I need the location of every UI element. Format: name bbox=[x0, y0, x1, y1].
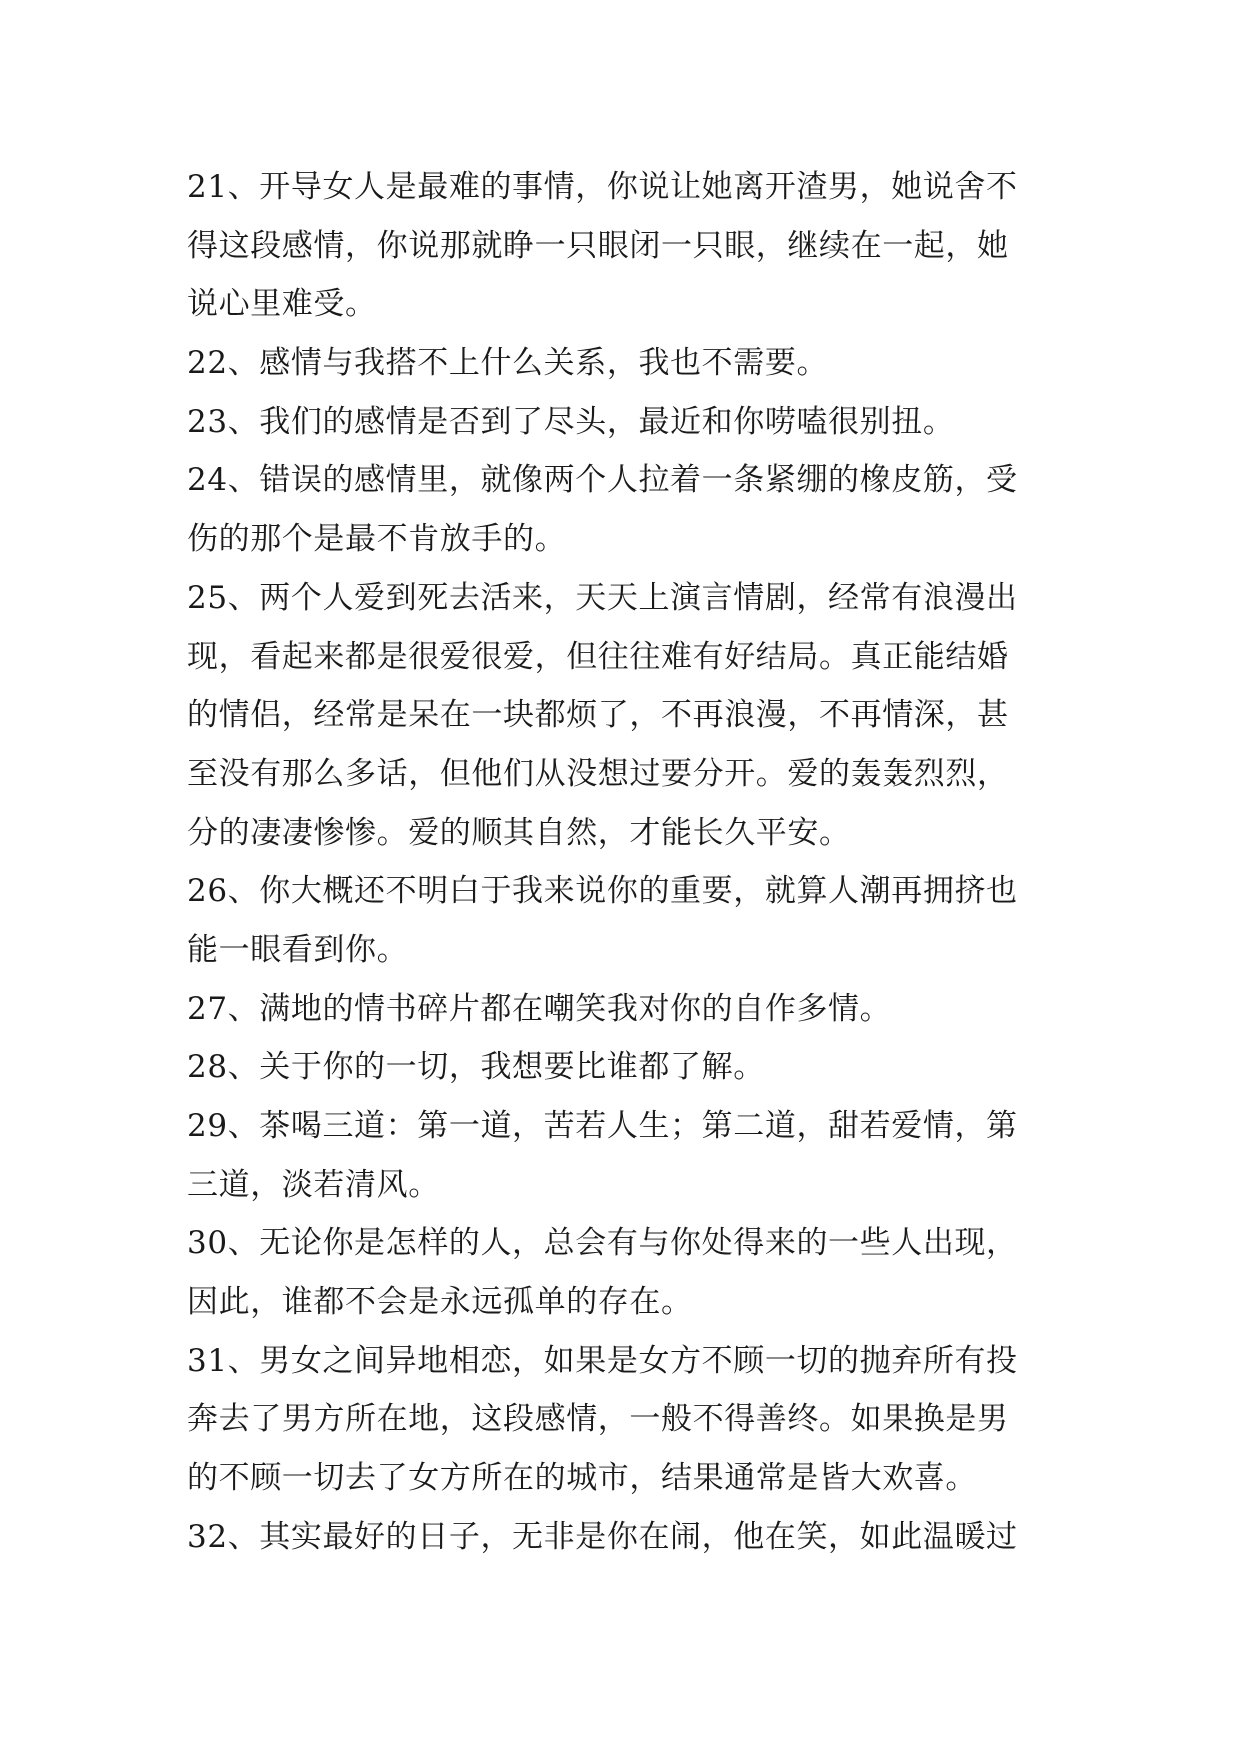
text-line: 的不顾一切去了女方所在的城市，结果通常是皆大欢喜。 bbox=[187, 1460, 977, 1497]
text-line: 得这段感情，你说那就睁一只眼闭一只眼，继续在一起，她 bbox=[187, 227, 1009, 264]
text-line: 22、感情与我搭不上什么关系，我也不需要。 bbox=[187, 345, 829, 382]
text-line: 现，看起来都是很爱很爱，但往往难有好结局。真正能结婚 bbox=[187, 638, 1009, 675]
text-line: 28、关于你的一切，我想要比谁都了解。 bbox=[187, 1049, 765, 1086]
text-line: 能一眼看到你。 bbox=[187, 931, 409, 968]
text-line: 分的凄凄惨惨。爱的顺其自然，才能长久平安。 bbox=[187, 814, 851, 851]
text-line: 至没有那么多话，但他们从没想过要分开。爱的轰轰烈烈， bbox=[187, 755, 1009, 792]
text-line: 因此，谁都不会是永远孤单的存在。 bbox=[187, 1284, 693, 1321]
text-line: 21、开导女人是最难的事情，你说让她离开渣男，她说舍不 bbox=[187, 169, 1018, 205]
text-line: 32、其实最好的日子，无非是你在闹，他在笑，如此温暖过 bbox=[187, 1518, 1018, 1555]
text-line: 说心里难受。 bbox=[187, 286, 377, 323]
text-line: 29、茶喝三道：第一道，苦若人生；第二道，甜若爱情，第 bbox=[187, 1108, 1018, 1144]
text-line: 奔去了男方所在地，这段感情，一般不得善终。如果换是男 bbox=[187, 1401, 1009, 1438]
text-line: 23、我们的感情是否到了尽头，最近和你唠嗑很别扭。 bbox=[187, 403, 955, 440]
text-line: 30、无论你是怎样的人，总会有与你处得来的一些人出现， bbox=[187, 1225, 1018, 1262]
text-line: 的情侣，经常是呆在一块都烦了，不再浪漫，不再情深，甚 bbox=[187, 697, 1009, 734]
text-line: 31、男女之间异地相恋，如果是女方不顾一切的抛弃所有投 bbox=[187, 1342, 1018, 1379]
text-line: 24、错误的感情里，就像两个人拉着一条紧绷的橡皮筋，受 bbox=[187, 462, 1018, 499]
text-line: 三道，淡若清风。 bbox=[187, 1166, 440, 1203]
text-line: 26、你大概还不明白于我来说你的重要，就算人潮再拥挤也 bbox=[187, 873, 1018, 910]
text-line: 伤的那个是最不肯放手的。 bbox=[187, 521, 567, 558]
text-line: 27、满地的情书碎片都在嘲笑我对你的自作多情。 bbox=[187, 990, 892, 1027]
document-body bbox=[187, 158, 1067, 1567]
text-line: 25、两个人爱到死去活来，天天上演言情剧，经常有浪漫出 bbox=[187, 579, 1018, 616]
